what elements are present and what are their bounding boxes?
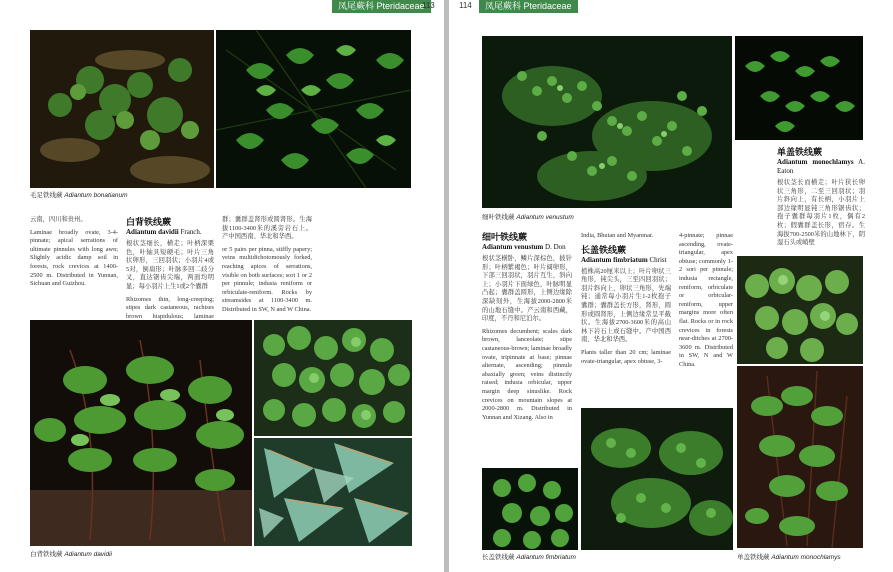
section-header-left: 凤尾蕨科 Pteridaceae bbox=[332, 0, 431, 13]
text-column-2 bbox=[126, 217, 214, 320]
caption-fimbriatum: 长盖铁线蕨 Adiantum fimbriatum bbox=[482, 554, 576, 561]
page-number-right: 114 bbox=[459, 1, 472, 10]
title-davidii-cn: 白背铁线蕨 bbox=[126, 217, 172, 227]
text-venustum-en-cont: India, Bhutan and Myanmar. bbox=[581, 232, 654, 239]
title-monochlamys-cn: 单盖铁线蕨 bbox=[777, 147, 823, 157]
title-fimbriatum-latin: Adiantum fimbriatum Christ bbox=[581, 255, 667, 264]
text-bonatianum-en: Laminae broadly ovate, 3-4-pinnate; apical serrations of ultimate pinnules with long awn; Slightly acidic damp soil in forests, rock crevices at 1400-2500 m. Distributed in Yunnan, Sichuan and Guizhou. bbox=[30, 228, 118, 288]
photo-bonatianum-habitat bbox=[30, 30, 214, 188]
photo-fimbriatum-closeup bbox=[482, 468, 578, 550]
photo-davidii-frond bbox=[254, 320, 412, 436]
text-venustum-cn: 根状茎横卧，鳞片深棕色，披针形；叶柄紫褐色；叶片阔卵形，下部三回羽状，羽片互生，斜向上；小羽片下面绿色，叶脉明显凸起；囊群盖圆形，上侧边缘除深缺刻外，生海拔2000-2800米的山地石缝中。产云南和西藏，印度，不丹和尼泊尔。 bbox=[482, 255, 572, 323]
text-fimbriatum-en-cont: 4-pinnate; pinnae ascending, ovate-triangular, apex obtuse; commonly 1-2 sori per pinnule; indusia rectangle, reniform, orbiculate or orbicular-reniform, upper margins more often flat. Rocks or in rock crevices in forests near-ditches at 2700-3600 m. Distributed in SW, N and W China. bbox=[679, 232, 733, 368]
title-monochlamys-latin: Adiantum monochlamys A. Eaton bbox=[777, 158, 865, 175]
photo-davidii-sori bbox=[254, 438, 412, 546]
text-column-4 bbox=[320, 216, 412, 316]
caption-monochlamys: 单盖铁线蕨 Adiantum monochlamys bbox=[737, 554, 841, 561]
text-monochlamys bbox=[777, 147, 865, 253]
caption-venustum: 细叶铁线蕨 Adiantum venustum bbox=[482, 214, 574, 221]
caption-bonatianum: 毛足铁线蕨 Adiantum bonatianum bbox=[30, 192, 128, 199]
title-venustum-latin: Adiantum venustum D. Don bbox=[482, 243, 566, 251]
text-fimbriatum bbox=[581, 232, 671, 404]
text-venustum-en: Rhizomes decumbent; scales dark brown, lanceolate; stipe castaneous-brown; laminae broadly ovate, tripinnate at base; pinnae alternate, ascending; pinnule abaxially green; veins distinctly raised; indusia orbicular, upper margin deep sinuslike. Rock crevices on mountain slopes at 2000-2800 m. Distributed in Yunnan and Xizang. Also in bbox=[482, 327, 572, 421]
title-davidii-latin: Adiantum davidii Franch. bbox=[126, 228, 202, 236]
text-davidii-cn: 根状茎细长，横走；叶柄深栗色，叶轴具短硬毛；叶片三角状卵形，三回羽状；小羽片4或5对，倒扇形；叶脉多回二歧分叉，直达锯齿尖端，两面均明显；每小羽片上生1或2个囊群 bbox=[126, 240, 214, 290]
text-column-3 bbox=[222, 216, 312, 316]
text-davidii-cn-cont: 群；囊群盖肾形或圆肾形。生海拔1100-3400米的溪旁岩石上。产中国西南、华北和华西。 bbox=[222, 216, 312, 241]
left-page bbox=[0, 0, 444, 572]
section-header-right: 凤尾蕨科 Pteridaceae bbox=[479, 0, 578, 13]
title-venustum-cn: 细叶铁线蕨 bbox=[482, 232, 528, 242]
photo-davidii-habitat bbox=[30, 320, 252, 546]
text-davidii-en-cont: or 5 pairs per pinna, stiffly papery; veins multidichotomously forked, reaching apices of serrations, visible on both surfaces; sori 1 or 2 per pinnule; indusia reniform or orbiculate-reniform. Rocks by streamsides at 1100-3400 m. Distributed in SW, N and W China. bbox=[222, 245, 312, 313]
right-page bbox=[449, 0, 893, 572]
text-fimbriatum-cn: 植株高20厘米以上；叶片卵状三角形，钝尖头，三至四回羽状；羽片斜向上，卵状三角形，先端钝；通常每小羽片生1-2枚孢子囊群；囊群盖长方形，肾形，圆形或圆肾形，上侧边缘常呈平截状。生海拔2700-3600米的高山林下岩石上或石缝中。产中国西南、华北和华西。 bbox=[581, 267, 671, 344]
photo-bonatianum-closeup bbox=[216, 30, 411, 188]
page-number-left: 113 bbox=[422, 1, 435, 10]
photo-monochlamys-plant bbox=[737, 366, 863, 548]
text-column-1 bbox=[30, 216, 118, 316]
photo-venustum bbox=[482, 36, 732, 208]
text-bonatianum-cn: 云南，四川和贵州。 bbox=[30, 216, 87, 223]
text-fimbriatum-en: Plants taller than 20 cm; laminae ovate-triangular, apex obtuse, 3- bbox=[581, 348, 671, 365]
photo-fimbriatum-habitat bbox=[581, 408, 733, 550]
text-monochlamys-cn: 根状茎长而横走；叶片狭长卵状三角形，二至三回羽状；羽片斜向上，有长柄，小羽片上部边缘明显钝三角形锯齿状；孢子囊群每羽片1枚，偶有2枚；假囊群盖长形，宿存。生海拔700-2500米的山地林下，阴湿石头或峭壁 bbox=[777, 179, 865, 247]
text-davidii-en: Rhizomes thin, long-creeping; stipes dark castaneous, rachises brown hispidulous; laminae bbox=[126, 295, 214, 320]
photo-monochlamys-frond bbox=[737, 256, 863, 364]
title-fimbriatum-cn: 长盖铁线蕨 bbox=[581, 244, 627, 255]
photo-monochlamys-closeup bbox=[735, 36, 863, 140]
text-venustum bbox=[482, 232, 572, 464]
text-fimbriatum-cont bbox=[679, 232, 733, 382]
caption-davidii: 白背铁线蕨 Adiantum davidii bbox=[30, 551, 113, 558]
